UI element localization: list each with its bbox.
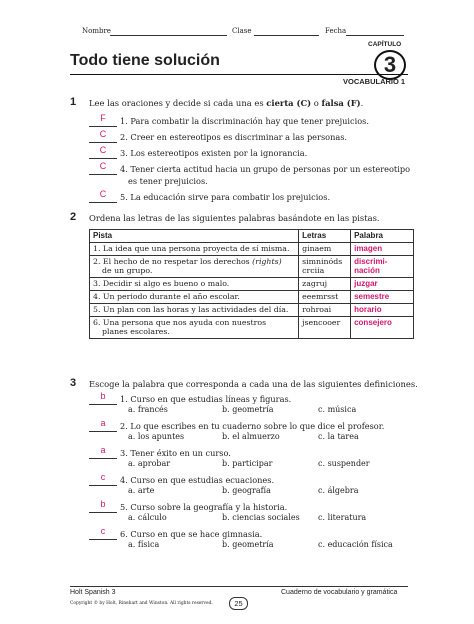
option-a: a. francés bbox=[128, 405, 168, 414]
table-header-row bbox=[90, 230, 414, 243]
chapter-number: 3 bbox=[383, 52, 397, 77]
option-c: c. literatura bbox=[318, 513, 367, 522]
header-palabra: Palabra bbox=[351, 230, 414, 243]
question-1-instruction: Lee las oraciones y decide si cada una es cierta (C) o falsa (F). bbox=[89, 98, 364, 108]
letras-cell: eeemrsst bbox=[299, 290, 351, 303]
definition-3-6: 6. Curso en que se hace gimnasia. bbox=[120, 529, 263, 539]
header-pista: Pista bbox=[90, 230, 299, 243]
option-a: a. física bbox=[128, 540, 160, 549]
question-3-number: 3 bbox=[70, 377, 77, 389]
statement-1-3: 3. Los estereotipos existen por la ignorancia. bbox=[120, 148, 308, 158]
option-b: b. el almuerzo bbox=[222, 432, 280, 441]
option-b: b. geografía bbox=[222, 486, 271, 495]
footer-rule bbox=[70, 586, 408, 587]
statement-1-5: 5. La educación sirve para combatir los prejuicios. bbox=[120, 192, 331, 202]
palabra-cell[interactable]: juzgar bbox=[351, 278, 414, 291]
title-rule bbox=[70, 74, 408, 75]
definition-3-2: 2. Lo que escribes en tu cuaderno sobre lo que dice el profesor. bbox=[120, 421, 385, 431]
question-2-number: 2 bbox=[70, 211, 77, 223]
letras-cell: rohroai bbox=[299, 303, 351, 316]
pista-cell: 1. La idea que una persona proyecta de sí misma. bbox=[90, 242, 299, 255]
option-b: b. geometría bbox=[222, 540, 274, 549]
palabra-cell[interactable]: horario bbox=[351, 303, 414, 316]
footer-book-title: Holt Spanish 3 bbox=[70, 589, 116, 596]
answer-3-3[interactable]: a bbox=[89, 445, 117, 459]
answer-1-3[interactable]: C bbox=[89, 145, 117, 159]
letras-cell: jsencooer bbox=[299, 316, 351, 339]
palabra-cell[interactable]: semestre bbox=[351, 290, 414, 303]
statement-1-2: 2. Creer en estereotipos es discriminar a las personas. bbox=[120, 132, 348, 142]
definition-3-4: 4. Curso en que estudias ecuaciones. bbox=[120, 475, 275, 485]
chapter-label: CAPÍTULO bbox=[368, 41, 402, 48]
option-a: a. cálculo bbox=[128, 513, 167, 522]
statement-1-1: 1. Para combatir la discriminación hay que tener prejuicios. bbox=[120, 116, 369, 126]
clase-label: Clase bbox=[232, 27, 252, 35]
section-label: VOCABULARIO 1 bbox=[343, 77, 406, 86]
table-row bbox=[90, 242, 414, 255]
question-2-instruction: Ordena las letras de las siguientes palabras basándote en las pistas. bbox=[89, 213, 380, 223]
statement-1-4: 4. Tener cierta actitud hacia un grupo de personas por un estereotipo bbox=[120, 164, 410, 174]
question-3-instruction: Escoge la palabra que corresponda a cada una de las siguientes definiciones. bbox=[89, 379, 418, 389]
vocab-table bbox=[89, 229, 414, 339]
question-1-number: 1 bbox=[70, 96, 77, 108]
answer-1-5[interactable]: C bbox=[89, 189, 117, 203]
pista-cell: 5. Un plan con las horas y las actividades del día. bbox=[90, 303, 299, 316]
option-a: a. aprobar bbox=[128, 459, 171, 468]
answer-3-2[interactable]: a bbox=[89, 418, 117, 432]
palabra-cell[interactable]: imagen bbox=[351, 242, 414, 255]
table-row bbox=[90, 316, 414, 339]
pista-cell: 4. Un periodo durante el año escolar. bbox=[90, 290, 299, 303]
answer-3-1[interactable]: b bbox=[89, 391, 117, 405]
fecha-line bbox=[346, 35, 404, 36]
footer-copyright: Copyright © by Holt, Rinehart and Winston. All rights reserved. bbox=[70, 601, 213, 606]
table-row bbox=[90, 278, 414, 291]
answer-1-1[interactable]: F bbox=[89, 113, 117, 127]
palabra-cell[interactable]: consejero bbox=[351, 316, 414, 339]
answer-3-4[interactable]: c bbox=[89, 472, 117, 486]
statement-1-4-cont: es tener prejuicios. bbox=[128, 176, 208, 186]
option-b: b. participar bbox=[222, 459, 273, 468]
option-c: c. educación física bbox=[318, 540, 393, 549]
option-b: b. geometría bbox=[222, 405, 274, 414]
answer-1-2[interactable]: C bbox=[89, 129, 117, 143]
pista-cell: 2. El hecho de no respetar los derechos (rights) de un grupo. bbox=[90, 255, 299, 278]
option-c: c. suspender bbox=[318, 459, 370, 468]
option-a: a. arte bbox=[128, 486, 155, 495]
nombre-line bbox=[110, 35, 227, 36]
letras-cell: zagruj bbox=[299, 278, 351, 291]
pista-cell: 3. Decidir si algo es bueno o malo. bbox=[90, 278, 299, 291]
nombre-label: Nombre bbox=[82, 27, 111, 35]
answer-3-6[interactable]: c bbox=[89, 526, 117, 540]
header-letras: Letras bbox=[299, 230, 351, 243]
definition-3-1: 1. Curso en que estudias líneas y figuras. bbox=[120, 394, 292, 404]
footer-workbook-title: Cuaderno de vocabulario y gramática bbox=[281, 589, 398, 596]
option-c: c. música bbox=[318, 405, 357, 414]
clase-line bbox=[254, 35, 319, 36]
palabra-cell[interactable]: discrimi- nación bbox=[351, 255, 414, 278]
definition-3-5: 5. Curso sobre la geografía y la historia. bbox=[120, 502, 288, 512]
table-row bbox=[90, 255, 414, 278]
pista-cell: 6. Una persona que nos ayuda con nuestros planes escolares. bbox=[90, 316, 299, 339]
letras-cell: ginaem bbox=[299, 242, 351, 255]
answer-1-4[interactable]: C bbox=[89, 161, 117, 175]
table-row bbox=[90, 303, 414, 316]
letras-cell: simninóds crciia bbox=[299, 255, 351, 278]
definition-3-3: 3. Tener éxito en un curso. bbox=[120, 448, 231, 458]
fecha-label: Fecha bbox=[325, 27, 347, 35]
chapter-number-badge bbox=[374, 50, 406, 80]
option-c: c. álgebra bbox=[318, 486, 359, 495]
page-title: Todo tiene solución bbox=[70, 52, 220, 69]
table-row bbox=[90, 290, 414, 303]
option-a: a. los apuntes bbox=[128, 432, 185, 441]
answer-3-5[interactable]: b bbox=[89, 499, 117, 513]
option-b: b. ciencias sociales bbox=[222, 513, 300, 522]
option-c: c. la tarea bbox=[318, 432, 359, 441]
page-number: 25 bbox=[229, 597, 248, 610]
